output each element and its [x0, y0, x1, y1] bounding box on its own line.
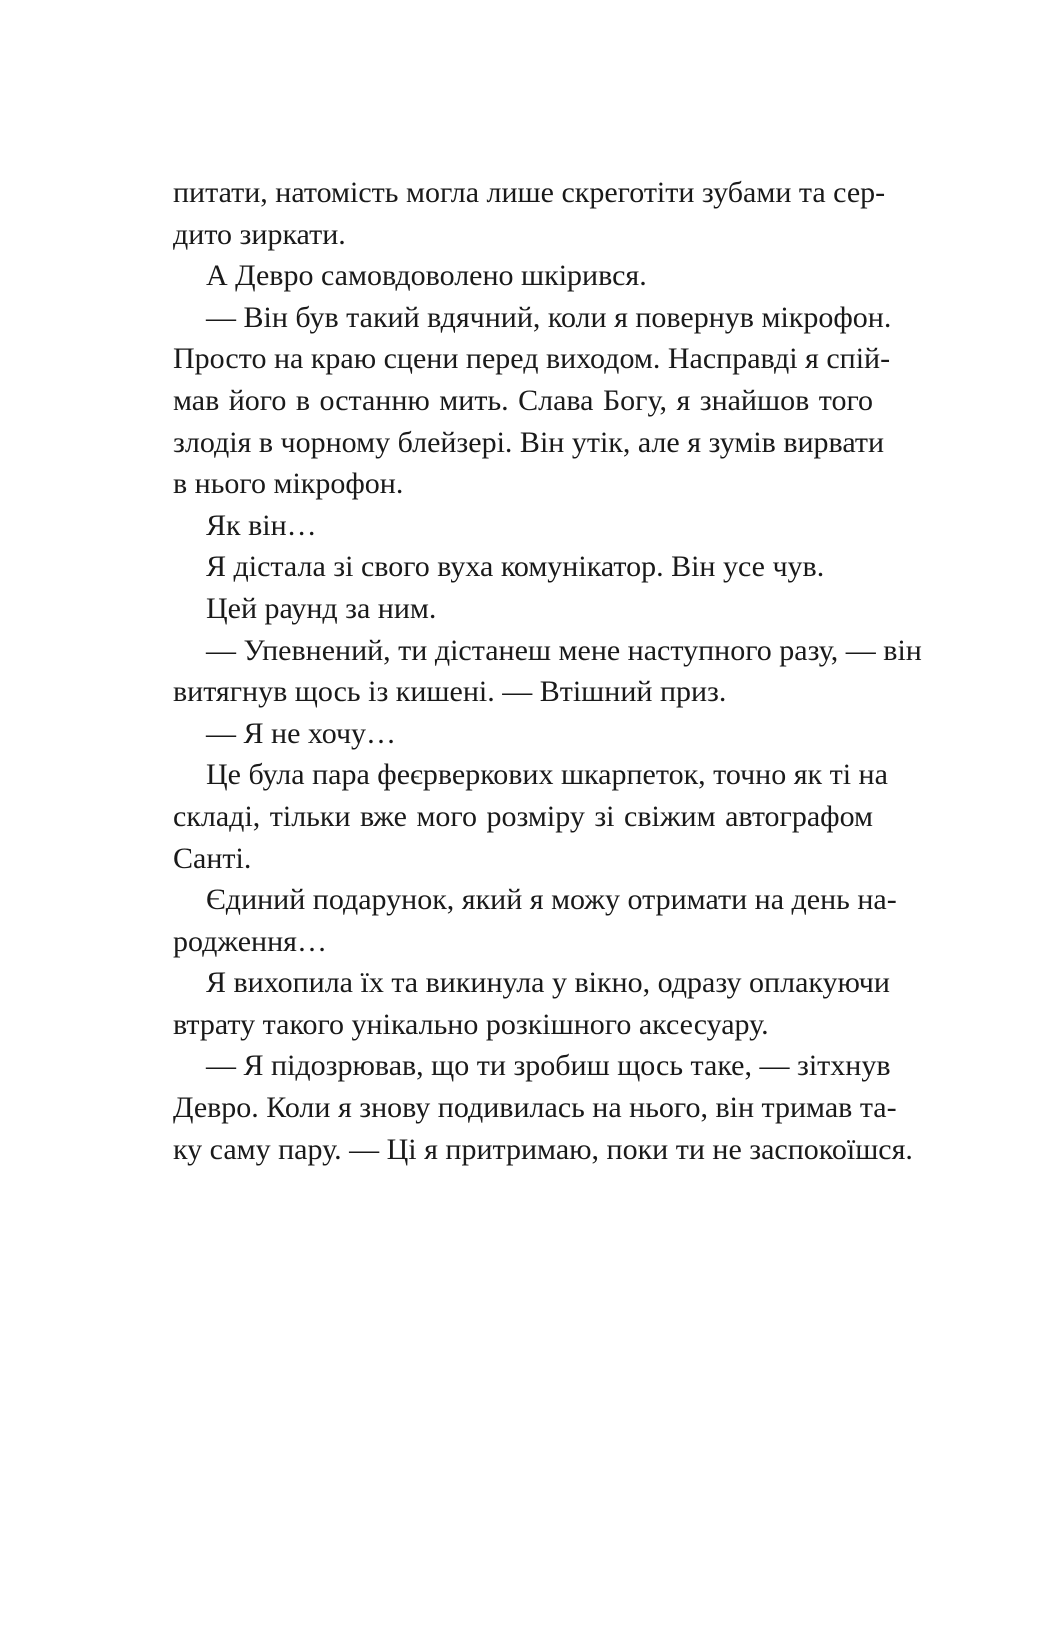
- text-line: — Я підозрював, що ти зробиш щось таке, — зітхнув: [206, 1049, 891, 1083]
- text-line: — Він був такий вдячний, коли я повернув мікрофон.: [206, 300, 892, 334]
- text-line: втрату такого унікально розкішного аксесуару.: [173, 1007, 769, 1041]
- text-line: в нього мікрофон.: [173, 467, 404, 501]
- body-text: [173, 172, 922, 1170]
- text-line: злодія в чорному блейзері. Він утік, але я зумів вирвати: [173, 425, 885, 459]
- text-line: Я вихопила їх та викинула у вікно, одразу оплакуючи: [206, 966, 890, 1000]
- text-line: Санті.: [173, 841, 252, 875]
- text-line: Девро. Коли я знову подивилась на нього, він тримав та-: [173, 1091, 897, 1125]
- text-line: мав його в останню мить. Слава Богу, я знайшов того: [173, 383, 873, 417]
- text-line: Єдиний подарунок, який я можу отримати на день на-: [206, 883, 897, 917]
- text-line: складі, тільки вже мого розміру зі свіжим автографом: [173, 799, 873, 833]
- text-line: Я дістала зі свого вуха комунікатор. Він усе чув.: [206, 550, 825, 584]
- text-line: — Я не хочу…: [206, 716, 397, 750]
- text-line: дито зиркати.: [173, 217, 346, 251]
- text-line: А Девро самовдоволено шкірився.: [206, 259, 647, 293]
- text-line: родження…: [173, 924, 327, 958]
- text-line: ку саму пару. — Ці я притримаю, поки ти не заспокоїшся.: [173, 1132, 913, 1166]
- text-line: Просто на краю сцени перед виходом. Насправді я спій-: [173, 342, 891, 376]
- text-line: — Упевнений, ти дістанеш мене наступного разу, — він: [206, 633, 922, 667]
- text-line: витягнув щось із кишені. — Втішний приз.: [173, 675, 727, 709]
- text-line: Цей раунд за ним.: [206, 591, 437, 625]
- text-line: Це була пара феєрверкових шкарпеток, точно як ті на: [206, 758, 888, 792]
- text-line: Як він…: [206, 508, 317, 542]
- text-line: питати, натомість могла лише скреготіти зубами та сер-: [173, 176, 886, 209]
